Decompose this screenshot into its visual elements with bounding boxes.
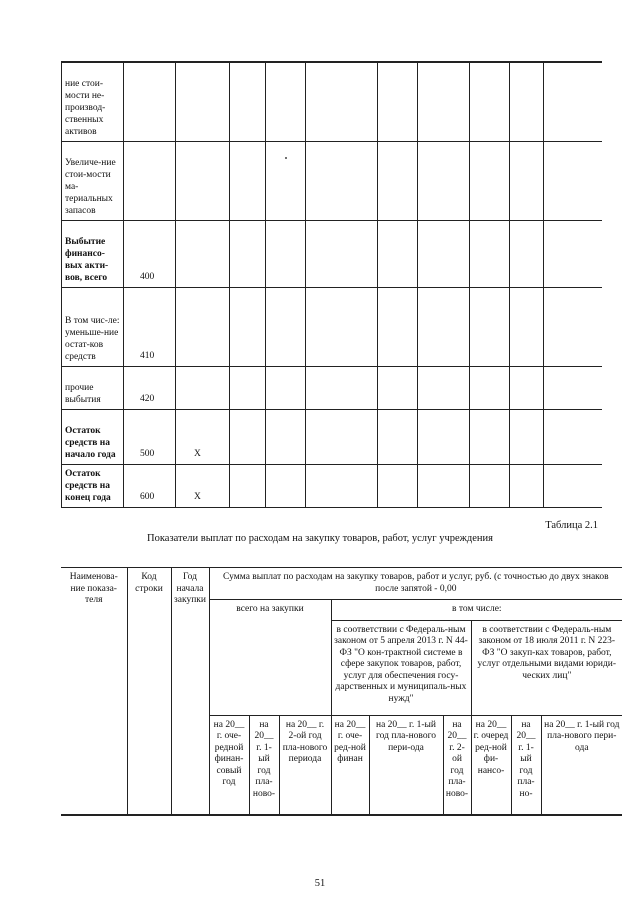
period-cell: на 20__ г. 1-ый год пла-нового пери-ода [541, 715, 622, 815]
empty-cell [510, 221, 544, 288]
row-year-cell [176, 142, 230, 221]
row-year-cell [176, 367, 230, 410]
row-code: 420 [124, 367, 176, 410]
row-code: 400 [124, 221, 176, 288]
period-cell: на 20__ г. очеред ред-ной фи-нансо- [471, 715, 511, 815]
empty-cell [378, 367, 418, 410]
empty-cell [544, 410, 602, 465]
column-header-code: Код строки [127, 568, 171, 815]
column-header-name: Наименова-ние показа-теля [61, 568, 127, 815]
empty-cell [510, 142, 544, 221]
empty-cell [418, 288, 470, 367]
empty-cell [544, 367, 602, 410]
empty-cell [378, 62, 418, 142]
empty-cell [230, 410, 266, 465]
empty-cell [510, 367, 544, 410]
row-label: Выбытие финансо-вых акти-вов, всего [62, 221, 124, 288]
empty-cell [306, 465, 378, 508]
empty-cell [470, 142, 510, 221]
empty-cell [418, 410, 470, 465]
financial-assets-table [61, 61, 602, 508]
empty-cell [470, 367, 510, 410]
row-year-cell [176, 62, 230, 142]
empty-cell [266, 367, 306, 410]
row-label: Остаток средств на начало года [62, 410, 124, 465]
empty-cell [544, 465, 602, 508]
empty-cell [470, 410, 510, 465]
column-header-year: Год начала закупки [171, 568, 209, 815]
row-code: 410 [124, 288, 176, 367]
empty-cell [544, 288, 602, 367]
empty-cell [306, 142, 378, 221]
row-code [124, 62, 176, 142]
empty-cell [306, 410, 378, 465]
empty-cell [230, 288, 266, 367]
column-header-law-44: в соответствии с Федераль-ным законом от 5 апреля 2013 г. N 44-ФЗ "О кон-трактной системе в сфере закупок товаров, работ, услуг для обеспечения госу-дарственных и муниципаль-ных нужд" [331, 620, 471, 715]
row-code: 500 [124, 410, 176, 465]
empty-cell [378, 288, 418, 367]
empty-cell [418, 465, 470, 508]
empty-cell [266, 221, 306, 288]
row-code: 600 [124, 465, 176, 508]
table-row [62, 142, 602, 221]
empty-cell [418, 367, 470, 410]
empty-cell [378, 465, 418, 508]
row-label: прочие выбытия [62, 367, 124, 410]
period-cell: на 20__ г. 2-ой год пла-ново- [443, 715, 471, 815]
empty-cell [266, 410, 306, 465]
empty-cell [470, 62, 510, 142]
empty-cell [230, 221, 266, 288]
period-cell: на 20__ г. 1-ый год пла-ново- [249, 715, 279, 815]
period-cell: на 20__ г. 1-ый год пла-нового пери-ода [369, 715, 443, 815]
empty-cell [418, 221, 470, 288]
row-code [124, 142, 176, 221]
empty-cell [230, 142, 266, 221]
table-row [62, 62, 602, 142]
empty-cell [510, 62, 544, 142]
row-label: Увеличе-ние стои-мости ма-териальных запасов [62, 142, 124, 221]
empty-cell [230, 62, 266, 142]
empty-cell [306, 62, 378, 142]
table-row [62, 221, 602, 288]
purchase-payments-table [61, 567, 622, 816]
table-row [62, 288, 602, 367]
row-label: Остаток средств на конец года [62, 465, 124, 508]
empty-cell [378, 221, 418, 288]
column-header-including: в том числе: [331, 600, 622, 621]
empty-cell [378, 142, 418, 221]
empty-cell [544, 221, 602, 288]
row-year-cell: X [176, 465, 230, 508]
column-header-sum: Сумма выплат по расходам на закупку товаров, работ и услуг, руб. (с точностью до двух знаков после запятой - 0,00 [209, 568, 622, 600]
empty-cell [230, 465, 266, 508]
empty-cell [230, 367, 266, 410]
empty-cell [266, 288, 306, 367]
row-year-cell [176, 221, 230, 288]
table-number: Таблица 2.1 [545, 520, 598, 531]
column-header-all-purchases: всего на закупки [209, 600, 331, 716]
row-label: В том чис-ле: уменьше-ние остат-ков средств [62, 288, 124, 367]
empty-cell [510, 288, 544, 367]
empty-cell [470, 221, 510, 288]
table-row [62, 410, 602, 465]
empty-cell [266, 465, 306, 508]
row-year-cell: X [176, 410, 230, 465]
row-year-cell [176, 288, 230, 367]
empty-cell [510, 465, 544, 508]
period-cell: на 20__ г. 1-ый год пла-но- [511, 715, 541, 815]
page-number: 51 [314, 878, 326, 889]
empty-cell [418, 142, 470, 221]
empty-cell [306, 288, 378, 367]
empty-cell [266, 142, 306, 221]
table-row [62, 465, 602, 508]
empty-cell [266, 62, 306, 142]
empty-cell [306, 221, 378, 288]
period-cell: на 20__ г. 2-ой год пла-нового периода [279, 715, 331, 815]
empty-cell [544, 142, 602, 221]
empty-cell [378, 410, 418, 465]
table-title: Показатели выплат по расходам на закупку товаров, работ, услуг учреждения [147, 533, 493, 544]
empty-cell [306, 367, 378, 410]
empty-cell [418, 62, 470, 142]
row-label: ние стои-мости не-производ-ственных активов [62, 62, 124, 142]
empty-cell [470, 288, 510, 367]
empty-cell [544, 62, 602, 142]
period-cell: на 20__ г. оче-ред-ной финан [331, 715, 369, 815]
period-cell: на 20__ г. оче-редной финан-совый год [209, 715, 249, 815]
table-row [62, 367, 602, 410]
empty-cell [470, 465, 510, 508]
empty-cell [510, 410, 544, 465]
column-header-law-223: в соответствии с Федераль-ным законом от 18 июля 2011 г. N 223-ФЗ "О закуп-ках товаров, работ, услуг отдельными видами юриди-ческих лиц" [471, 620, 622, 715]
